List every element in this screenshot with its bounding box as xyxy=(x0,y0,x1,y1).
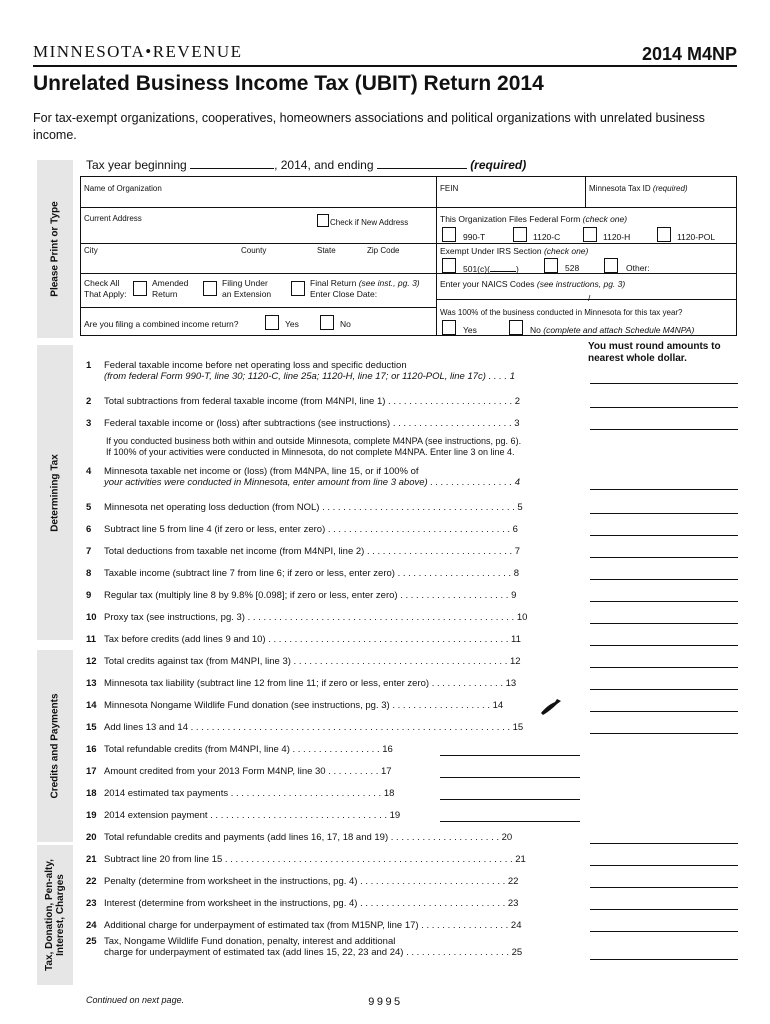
new-address-label: Check if New Address xyxy=(330,218,409,227)
combined-no-label: No xyxy=(340,319,351,329)
line-6-amount[interactable] xyxy=(590,534,738,536)
hundred-yes-label: Yes xyxy=(463,325,477,335)
sec-other-label: Other: xyxy=(626,263,650,273)
state-label: State xyxy=(317,246,336,255)
line-17: 17 Amount credited from your 2013 Form M4NP, line 30 . . . . . . . . . . 17 xyxy=(86,766,392,777)
line-25: 25 Tax, Nongame Wildlife Fund donation, penalty, interest and additional charge for underpayment of estimated tax (add lines 15, 22, 23 and 24) . . . . . . . . . . . . . . . . . . . . 25 xyxy=(86,936,523,958)
line-11: 11 Tax before credits (add lines 9 and 10) . . . . . . . . . . . . . . . . . . . . . . . . . . . . . . . . . . . . . . . . . . . . . . 11 xyxy=(86,634,521,645)
line-21: 21 Subtract line 20 from line 15 . . . . . . . . . . . . . . . . . . . . . . . . . . . . . . . . . . . . . . . . . . . . . . . . . . . . . . . 21 xyxy=(86,854,526,865)
line-7: 7 Total deductions from taxable net income (from M4NPI, line 2) . . . . . . . . . . . . . . . . . . . . . . . . . . . . 7 xyxy=(86,546,521,557)
line-13: 13 Minnesota tax liability (subtract line 12 from line 11; if zero or less, enter zero) . . . . . . . . . . . . . . 13 xyxy=(86,678,517,689)
sec-501c-field[interactable] xyxy=(490,263,516,272)
tax-year-required: (required) xyxy=(470,158,527,172)
naics-separator: / xyxy=(588,293,591,303)
line-22-amount[interactable] xyxy=(590,886,738,888)
line-12-amount[interactable] xyxy=(590,666,738,668)
extension-label: Filing Under an Extension xyxy=(222,278,272,299)
line-10: 10 Proxy tax (see instructions, pg. 3) . . . . . . . . . . . . . . . . . . . . . . . . . . . . . . . . . . . . . . . . . . . . . . . . . . . 10 xyxy=(86,612,528,623)
federal-form-label: This Organization Files Federal Form (check one) xyxy=(440,214,628,224)
form-1120c-checkbox[interactable] xyxy=(513,227,527,242)
form-1120h-label: 1120-H xyxy=(603,232,631,242)
sec-528-label: 528 xyxy=(565,263,580,273)
city-label: City xyxy=(84,246,98,255)
county-label: County xyxy=(241,246,267,255)
name-label: Name of Organization xyxy=(84,184,162,193)
line-15-amount[interactable] xyxy=(590,732,738,734)
line-2-amount[interactable] xyxy=(590,406,738,408)
organization-info-box xyxy=(80,176,737,336)
line-7-amount[interactable] xyxy=(590,556,738,558)
brand-logo: MINNESOTA•REVENUE xyxy=(33,42,243,61)
line-18-amount[interactable] xyxy=(440,798,580,800)
tax-year-row xyxy=(86,158,526,172)
combined-question: Are you filing a combined income return? xyxy=(84,319,239,329)
hundred-no-label: No (complete and attach Schedule M4NPA) xyxy=(530,325,695,335)
combined-no-checkbox[interactable] xyxy=(320,315,334,330)
hundred-yes-checkbox[interactable] xyxy=(442,320,456,335)
line-4: 4 Minnesota taxable net income or (loss) (from M4NPA, line 15, or if 100% of your activities were conducted in Minnesota, enter amount from line 3 above) . . . . . . . . . . . . . . . . 4 xyxy=(86,466,521,488)
section-credits-payments: Credits and Payments xyxy=(37,650,73,842)
line-13-amount[interactable] xyxy=(590,688,738,690)
line-22: 22 Penalty (determine from worksheet in the instructions, pg. 4) . . . . . . . . . . . . . . . . . . . . . . . . . . . . 22 xyxy=(86,876,519,887)
line-19: 19 2014 extension payment . . . . . . . . . . . . . . . . . . . . . . . . . . . . . . . . . . 19 xyxy=(86,810,401,821)
sec-other-checkbox[interactable] xyxy=(604,258,618,273)
fein-label: FEIN xyxy=(440,184,459,193)
sec-501c-checkbox[interactable] xyxy=(442,258,456,273)
line-1-amount[interactable] xyxy=(590,382,738,384)
continued-note: Continued on next page. xyxy=(86,995,185,1005)
line-3: 3 Federal taxable income or (loss) after subtractions (see instructions) . . . . . . . . . . . . . . . . . . . . . . . 3 xyxy=(86,418,520,429)
line-14: 14 Minnesota Nongame Wildlife Fund donation (see instructions, pg. 3) . . . . . . . . . . . . . . . . . . . 14 xyxy=(86,700,504,711)
extension-checkbox[interactable] xyxy=(203,281,217,296)
line-11-amount[interactable] xyxy=(590,644,738,646)
line-16: 16 Total refundable credits (from M4NPI, line 4) . . . . . . . . . . . . . . . . . 16 xyxy=(86,744,393,755)
line-2: 2 Total subtractions from federal taxable income (from M4NPI, line 1) . . . . . . . . . . . . . . . . . . . . . . . . 2 xyxy=(86,396,521,407)
form-990t-checkbox[interactable] xyxy=(442,227,456,242)
tax-year-begin-field[interactable] xyxy=(190,158,274,169)
line-9: 9 Regular tax (multiply line 8 by 9.8% [0.098]; if zero or less, enter zero) . . . . . . . . . . . . . . . . . . . . . 9 xyxy=(86,590,517,601)
line-23-amount[interactable] xyxy=(590,908,738,910)
amended-label: Amended Return xyxy=(152,278,189,299)
address-label: Current Address xyxy=(84,214,142,223)
final-return-checkbox[interactable] xyxy=(291,281,305,296)
line-23: 23 Interest (determine from worksheet in the instructions, pg. 4) . . . . . . . . . . . . . . . . . . . . . . . . . . . . 23 xyxy=(86,898,519,909)
line-14-amount[interactable] xyxy=(590,710,738,712)
line-25-amount[interactable] xyxy=(590,958,738,960)
line-5-amount[interactable] xyxy=(590,512,738,514)
line-5: 5 Minnesota net operating loss deduction (from NOL) . . . . . . . . . . . . . . . . . . . . . . . . . . . . . . . . . . . . . 5 xyxy=(86,502,523,513)
mn-tax-id-field[interactable] xyxy=(586,189,736,207)
section-determining-tax: Determining Tax xyxy=(37,345,73,640)
line-20-amount[interactable] xyxy=(590,842,738,844)
combined-yes-label: Yes xyxy=(285,319,299,329)
line-24: 24 Additional charge for underpayment of estimated tax (from M15NP, line 17) . . . . . . . . . . . . . . . . . 24 xyxy=(86,920,522,931)
form-code: 2014 M4NP xyxy=(641,44,737,64)
line-1: 1 Federal taxable income before net operating loss and specific deduction (from federal Form 990-T, line 30; 1120-C, line 25a; 1120-H, line 17; or 1120-POL, line 17c) . . . . 1 xyxy=(86,360,515,382)
tax-year-middle: , 2014, and ending xyxy=(274,158,374,172)
line-3-amount[interactable] xyxy=(590,428,738,430)
line-21-amount[interactable] xyxy=(590,864,738,866)
form-990t-label: 990-T xyxy=(463,232,486,242)
line-9-amount[interactable] xyxy=(590,600,738,602)
sec-501c-label: 501(c)( ) xyxy=(463,264,519,274)
combined-yes-checkbox[interactable] xyxy=(265,315,279,330)
exempt-label: Exempt Under IRS Section (check one) xyxy=(440,246,589,256)
line-15: 15 Add lines 13 and 14 . . . . . . . . . . . . . . . . . . . . . . . . . . . . . . . . . . . . . . . . . . . . . . . . . . . . . . . . . . . . . 15 xyxy=(86,722,524,733)
section-charges: Tax, Donation, Pen-alty, Interest, Charges xyxy=(37,845,73,985)
page-title: Unrelated Business Income Tax (UBIT) Return 2014 xyxy=(33,72,544,95)
line-12: 12 Total credits against tax (from M4NPI, line 3) . . . . . . . . . . . . . . . . . . . . . . . . . . . . . . . . . . . . . . . . . 12 xyxy=(86,656,521,667)
section-print-type: Please Print or Type xyxy=(37,160,73,338)
header-rule xyxy=(33,65,737,67)
line-24-amount[interactable] xyxy=(590,930,738,932)
naics-label: Enter your NAICS Codes (see instructions, pg. 3) xyxy=(440,279,626,289)
form-code-number: 9995 xyxy=(368,997,403,1009)
sec-528-checkbox[interactable] xyxy=(544,258,558,273)
form-1120h-checkbox[interactable] xyxy=(583,227,597,242)
intro-text: For tax-exempt organizations, cooperatives, homeowners associations and political organizations with unrelated business income. xyxy=(33,111,705,142)
tax-year-prefix: Tax year beginning xyxy=(86,158,187,172)
line-8-amount[interactable] xyxy=(590,578,738,580)
line-20: 20 Total refundable credits and payments (add lines 16, 17, 18 and 19) . . . . . . . . . . . . . . . . . . . . . 20 xyxy=(86,832,513,843)
form-1120c-label: 1120-C xyxy=(533,232,561,242)
hundred-no-checkbox[interactable] xyxy=(509,320,523,335)
apportion-note: If you conducted business both within and outside Minnesota, complete M4NPA (see instructions, pg. 6). If 100% of your activities were conducted in Minnesota, do not complete M4NPA. Enter line 3 on line 4. xyxy=(106,436,522,457)
line-16-amount[interactable] xyxy=(440,754,580,756)
hundred-question: Was 100% of the business conducted in Minnesota for this tax year? xyxy=(440,308,683,317)
zip-label: Zip Code xyxy=(367,246,400,255)
amended-checkbox[interactable] xyxy=(133,281,147,296)
final-return-label: Final Return (see inst., pg. 3) Enter Close Date: xyxy=(310,278,420,299)
form-1120pol-checkbox[interactable] xyxy=(657,227,671,242)
line-8: 8 Taxable income (subtract line 7 from line 6; if zero or less, enter zero) . . . . . . . . . . . . . . . . . . . . . . 8 xyxy=(86,568,519,579)
line-17-amount[interactable] xyxy=(440,776,580,778)
line-6: 6 Subtract line 5 from line 4 (if zero or less, enter zero) . . . . . . . . . . . . . . . . . . . . . . . . . . . . . . . . . . . 6 xyxy=(86,524,518,535)
mn-id-label: Minnesota Tax ID (required) xyxy=(589,184,688,193)
round-note: You must round amounts to nearest whole dollar. xyxy=(588,341,721,364)
tax-year-end-field[interactable] xyxy=(377,158,467,169)
form-1120pol-label: 1120-POL xyxy=(677,232,716,242)
line-4-amount[interactable] xyxy=(590,488,738,490)
check-all-label: Check All That Apply: xyxy=(84,278,127,299)
line-18: 18 2014 estimated tax payments . . . . . . . . . . . . . . . . . . . . . . . . . . . . . 18 xyxy=(86,788,395,799)
line-10-amount[interactable] xyxy=(590,622,738,624)
line-19-amount[interactable] xyxy=(440,820,580,822)
fein-field[interactable] xyxy=(437,189,584,207)
organization-name-field[interactable] xyxy=(81,189,435,207)
new-address-checkbox[interactable] xyxy=(317,214,329,227)
loon-icon xyxy=(540,698,562,716)
